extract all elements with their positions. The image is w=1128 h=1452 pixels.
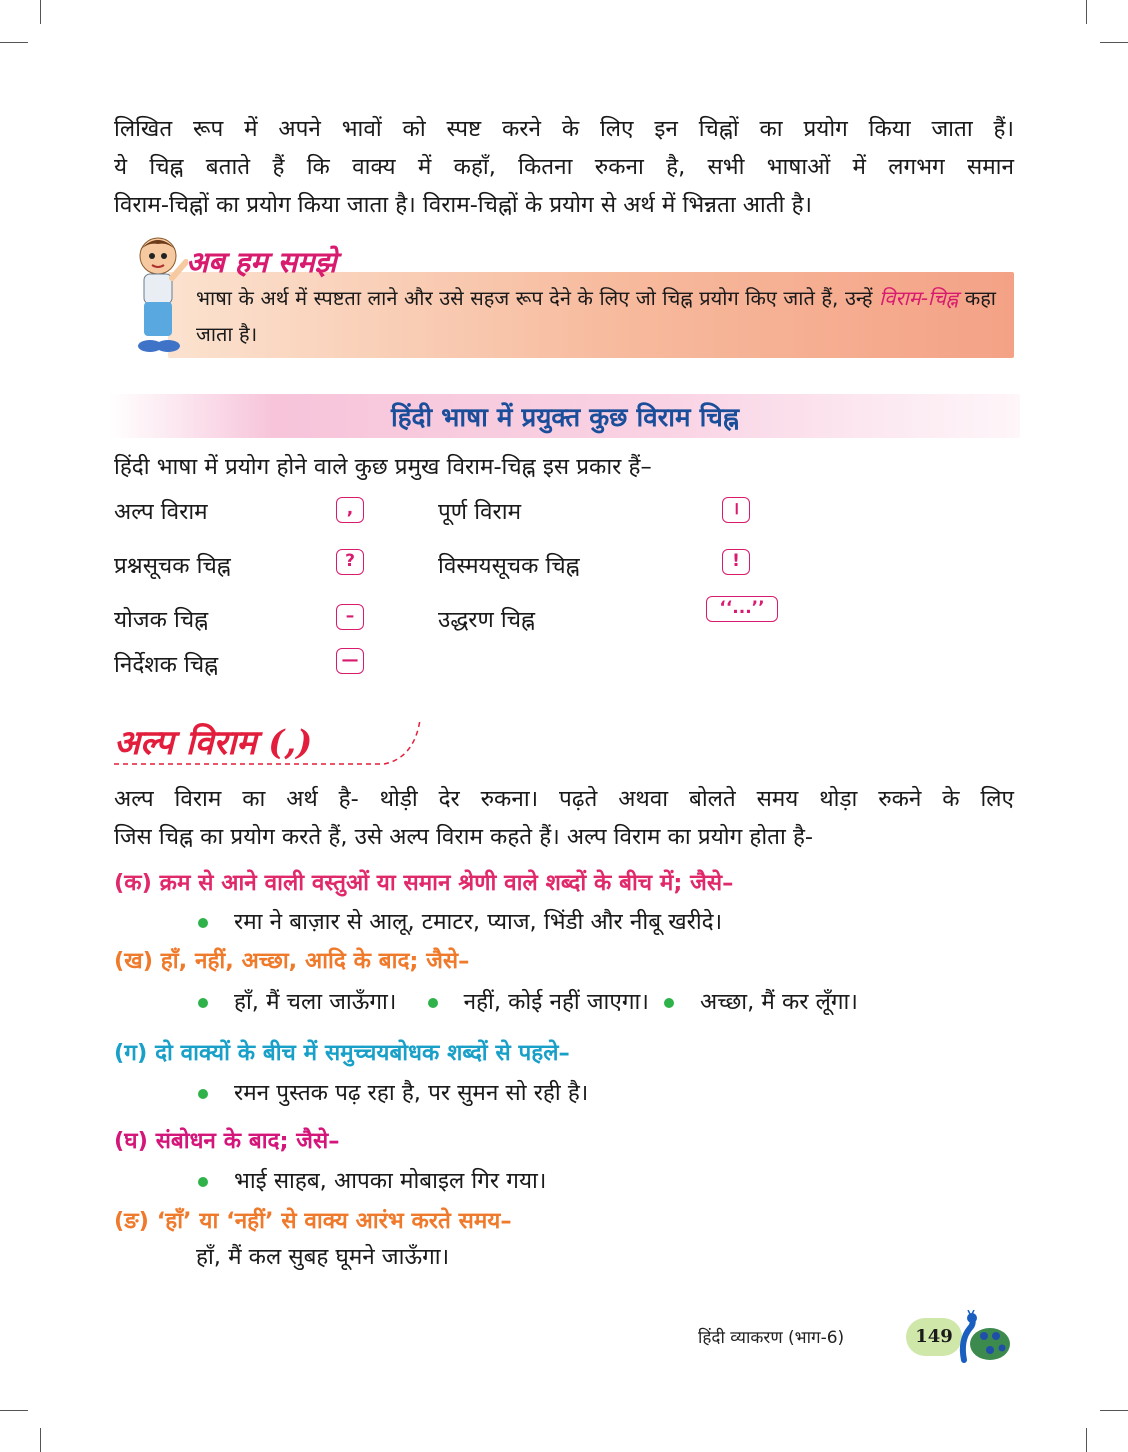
intro-line: ये चिह्न बताते हैं कि वाक्य में कहाँ, कितना रुकना है, सभी भाषाओं में लगभग समान (114, 154, 1014, 180)
book-title: हिंदी व्याकरण (भाग-6) (698, 1328, 845, 1348)
mark-symbol: — (336, 648, 364, 674)
intro-line: लिखित रूप में अपने भावों को स्पष्ट करने के लिए इन चिह्नों का प्रयोग किया जाता हैं। (114, 116, 1014, 142)
mark-symbol: ‘‘...’’ (706, 596, 778, 622)
alp-line: अल्प विराम का अर्थ है- थोड़ी देर रुकना। पढ़ते अथवा बोलते समय थोड़ा रुकने के लिए (114, 786, 1014, 812)
rule-gha: (घ) संबोधन के बाद; जैसे– (114, 1128, 340, 1154)
example-line: भाई साहब, आपका मोबाइल गिर गया। (198, 1164, 546, 1195)
boy-illustration-icon (128, 232, 188, 360)
crop-mark (1086, 0, 1087, 24)
crop-mark (1100, 42, 1128, 43)
bullet-icon (198, 1177, 208, 1187)
title-underline-icon (114, 718, 424, 768)
crop-mark (0, 42, 28, 43)
alp-line: जिस चिह्न का प्रयोग करते हैं, उसे अल्प विराम कहते हैं। अल्प विराम का प्रयोग होता है- (114, 824, 814, 850)
mark-label: पूर्ण विराम (438, 499, 522, 525)
mark-label: प्रश्नसूचक चिह्न (114, 553, 231, 579)
crop-mark (40, 1428, 41, 1452)
example-line: रमन पुस्तक पढ़ रहा है, पर सुमन सो रही है। (198, 1076, 588, 1107)
rule-ga: (ग) दो वाक्यों के बीच में समुच्चयबोधक शब्दों से पहले– (114, 1040, 570, 1066)
mark-label: निर्देशक चिह्न (114, 652, 219, 678)
example-line: हाँ, मैं कल सुबह घूमने जाऊँगा। (196, 1244, 450, 1270)
rule-ka: (क) क्रम से आने वाली वस्तुओं या समान श्रेणी वाले शब्दों के बीच में; जैसे– (114, 870, 734, 896)
definition-band (168, 272, 1014, 358)
bullet-icon (664, 998, 674, 1008)
crop-mark (0, 1410, 28, 1411)
mark-symbol: , (336, 497, 364, 523)
mark-symbol: ? (336, 549, 364, 575)
mark-symbol: – (336, 604, 364, 630)
section-ribbon (110, 394, 1020, 438)
mark-label: योजक चिह्न (114, 607, 209, 633)
crop-mark (1086, 1428, 1087, 1452)
mark-label: विस्मयसूचक चिह्न (438, 553, 580, 579)
section-title: हिंदी भाषा में प्रयुक्त कुछ विराम चिह्न (390, 403, 740, 433)
mark-label: अल्प विराम (114, 499, 208, 525)
peacock-icon (950, 1310, 1012, 1366)
definition-text: भाषा के अर्थ में स्पष्टता लाने और उसे सहज रूप देने के लिए जो चिह्न प्रयोग किए जाते हैं, उन्हें विराम-चिह्न कहा जाता है। (196, 286, 996, 346)
example-line: रमा ने बाज़ार से आलू, टमाटर, प्याज, भिंडी और नीबू खरीदे। (198, 905, 722, 936)
rule-kha: (ख) हाँ, नहीं, अच्छा, आदि के बाद; जैसे– (114, 948, 470, 974)
bullet-icon (198, 1089, 208, 1099)
alp-viram-paragraph (114, 780, 1014, 856)
understand-box (128, 232, 1018, 362)
intro-line: विराम-चिह्नों का प्रयोग किया जाता है। विराम-चिह्नों के प्रयोग से अर्थ में भिन्नता आती है। (114, 192, 813, 218)
mark-symbol: ! (722, 549, 750, 575)
bullet-icon (198, 998, 208, 1008)
highlight-term: विराम-चिह्न (879, 286, 959, 310)
page-number: 149 (906, 1318, 962, 1356)
crop-mark (1100, 1410, 1128, 1411)
example-line: हाँ, मैं चला जाऊँगा। नहीं, कोई नहीं जाएगा। अच्छा, मैं कर लूँगा। (198, 985, 858, 1016)
marks-intro: हिंदी भाषा में प्रयोग होने वाले कुछ प्रमुख विराम-चिह्न इस प्रकार हैं– (114, 454, 652, 480)
bullet-icon (198, 918, 208, 928)
crop-mark (40, 0, 41, 24)
bullet-icon (428, 998, 438, 1008)
intro-paragraph (114, 110, 1014, 224)
rule-nga: (ङ) ‘हाँ’ या ‘नहीं’ से वाक्य आरंभ करते समय– (114, 1208, 512, 1234)
understand-heading: अब हम समझे (186, 245, 337, 279)
mark-label: उद्धरण चिह्न (438, 607, 536, 633)
alp-viram-title: अल्प विराम (,) (114, 723, 313, 763)
mark-symbol: । (722, 497, 750, 523)
